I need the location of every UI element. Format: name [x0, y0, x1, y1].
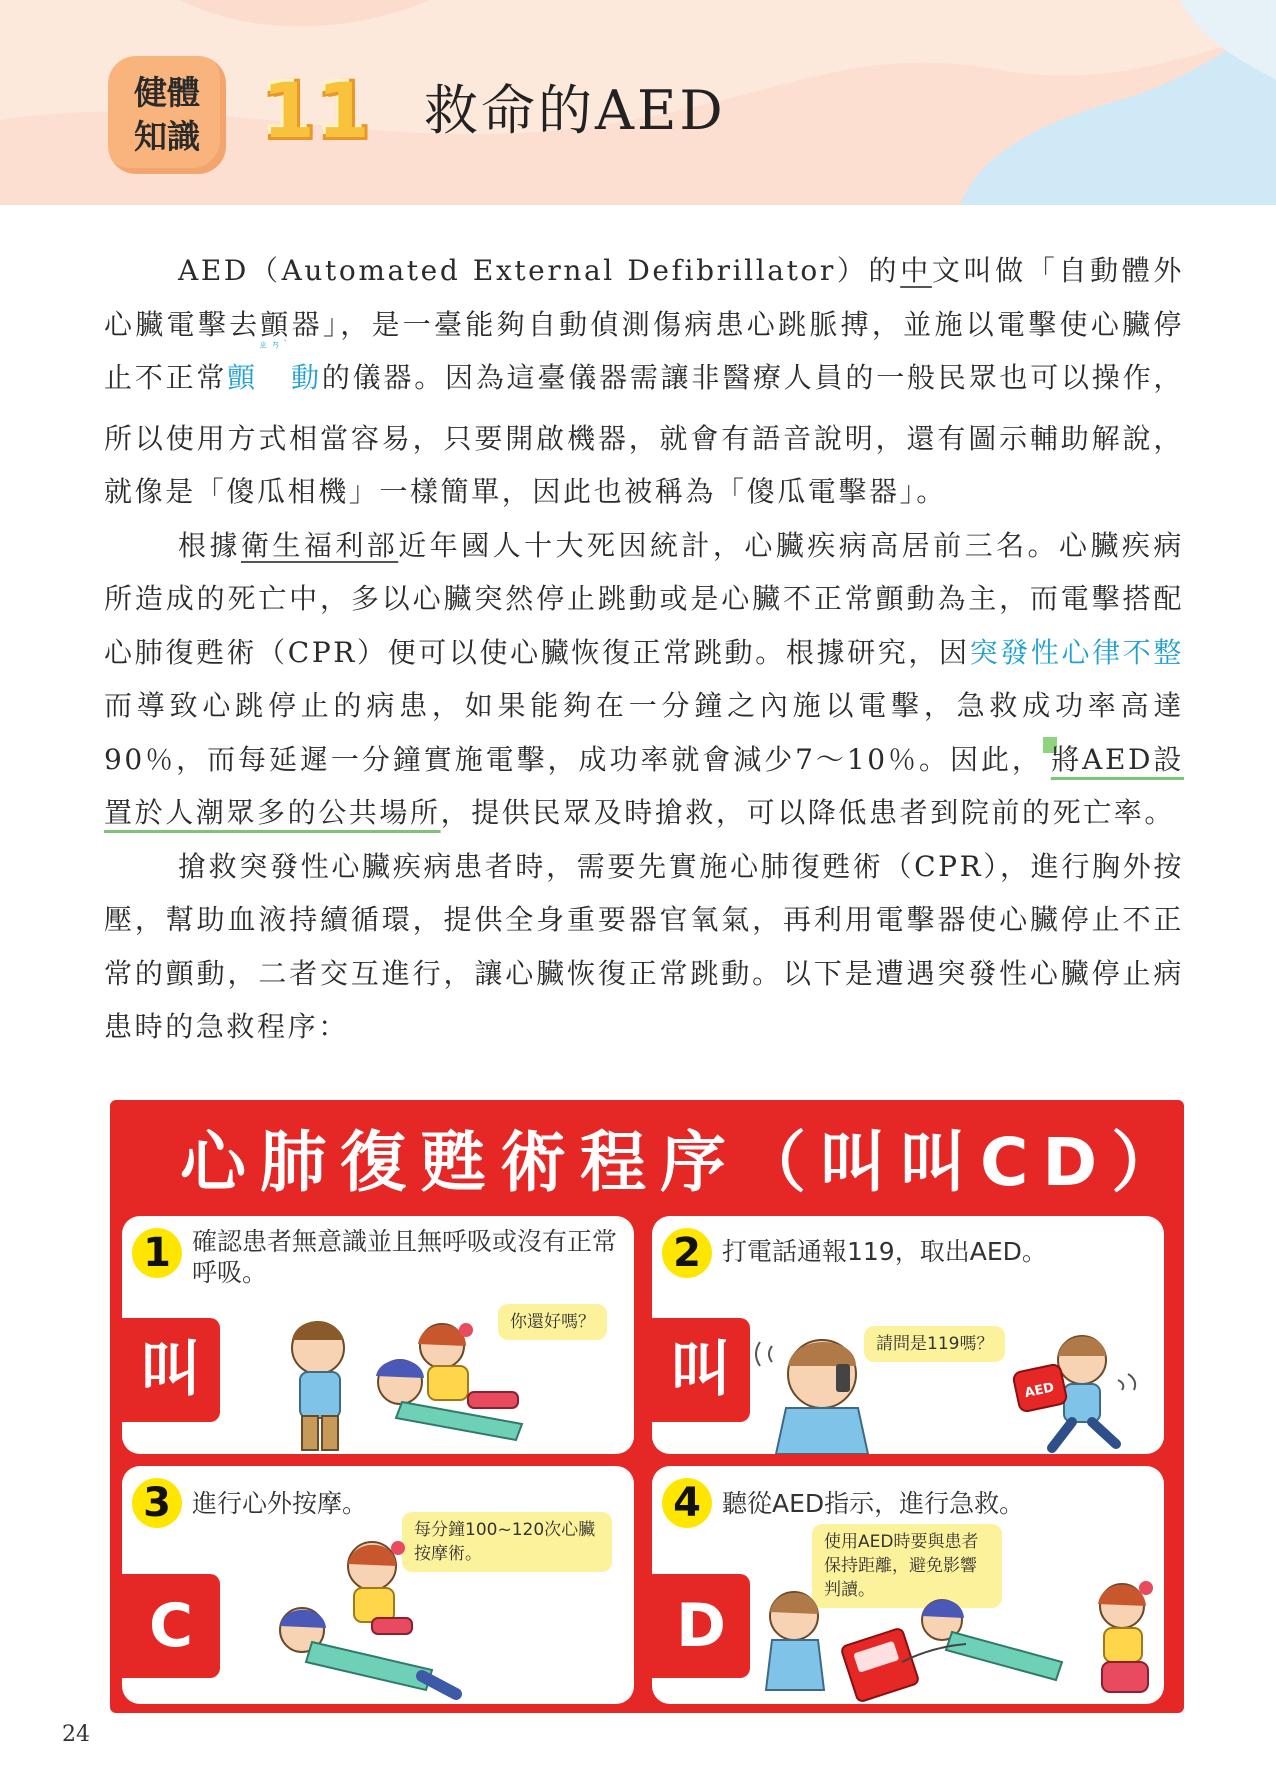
- speech-bubble: 你還好嗎？: [498, 1304, 607, 1340]
- cpr-step-card-3: [122, 1466, 634, 1704]
- speech-bubble: 每分鐘100~120次心臟按摩術。: [402, 1512, 612, 1572]
- topic-label-line2: 知識: [134, 117, 200, 156]
- speech-bubble: 使用AED時要與患者保持距離，避免影響判讀。: [812, 1524, 1002, 1608]
- article-body: [104, 244, 1184, 1054]
- p1-text-a: AED（Automated External Defibrillator）的: [178, 254, 901, 287]
- step-description: 聽從AED指示，進行急救。: [722, 1489, 1025, 1518]
- aed-use-illustration: [752, 1566, 1162, 1704]
- page-header: [0, 0, 1276, 205]
- p1-blue-term: [227, 340, 322, 394]
- call-119-illustration: [752, 1316, 1152, 1454]
- step-description: 確認患者無意識並且無呼吸或沒有正常呼吸。: [192, 1227, 618, 1287]
- page-number: 24: [62, 1722, 90, 1747]
- p2-underlined-term: 衛生福利部: [240, 528, 399, 562]
- p2-blue-term: 突發性心律不整: [969, 635, 1185, 669]
- check-consciousness-illustration: [272, 1306, 572, 1454]
- p2-text-c: 而導致心跳停止的病患，如果能夠在一分鐘之內施以電擊，急救成功率高達90％，而每延遲一分鐘實施電擊，成功率就會減少7～10％。因此，: [104, 689, 1184, 776]
- paragraph-2: [104, 519, 1184, 840]
- step-tag: D: [652, 1574, 750, 1678]
- p2-text-d: ，提供民眾及時搶救，可以降低患者到院前的死亡率。: [440, 796, 1176, 829]
- p2-text-b: 近年國人十大死因統計，心臟疾病高居前三名。心臟疾病所造成的死亡中，多以心臟突然停止跳動或是心臟不正常顫動為主，而電擊搭配心肺復甦術（CPR）便可以使心臟恢復正常跳動。根據研究，因: [104, 528, 1184, 669]
- p1-zhuyin: ㄓㄢˋ: [258, 340, 291, 351]
- paragraph-1: [104, 244, 1184, 519]
- step-tag: 叫: [122, 1318, 220, 1422]
- paragraph-3: 搶救突發性心臟疾病患者時，需要先實施心肺復甦術（CPR），進行胸外按壓，幫助血液持續循環，提供全身重要器官氧氣，再利用電擊器使心臟停止不正常的顫動，二者交互進行，讓心臟恢復正常跳動。以下是遭遇突發性心臟停止病患時的急救程序：: [104, 849, 1184, 1043]
- step-tag: C: [122, 1574, 220, 1678]
- p1-blue-char2: 動: [290, 361, 322, 394]
- step-description: 進行心外按摩。: [192, 1489, 368, 1518]
- topic-badge: [108, 56, 226, 174]
- aed-device-label: AED: [1023, 1380, 1056, 1402]
- step-number-badge: 4: [662, 1478, 712, 1528]
- p2-green-highlight: 將AED設置於人潮眾多的公共場所: [104, 742, 1184, 829]
- step-description: 打電話通報119，取出AED。: [722, 1237, 1047, 1266]
- p2-text-a: 根據: [178, 528, 241, 562]
- cpr-procedure-panel: [110, 1100, 1192, 1713]
- cpr-step-card-4: [652, 1466, 1164, 1704]
- step-tag: 叫: [652, 1318, 750, 1422]
- step-number-badge: 2: [662, 1228, 712, 1278]
- cpr-step-card-1: [122, 1216, 634, 1454]
- p1-text-c: 文叫做「自動體外心臟電擊去顫器」，是一臺能夠自動偵測傷病患心跳脈搏，並施以電擊使心臟停止不正常: [104, 254, 1184, 394]
- chest-compression-illustration: [272, 1526, 472, 1704]
- cpr-step-card-2: [652, 1216, 1164, 1454]
- page-title: 救命的AED: [424, 79, 726, 142]
- p1-text-d: 的儀器。因為這臺儀器需讓非醫療人員的一般民眾也可以操作，所以使用方式相當容易，只要開啟機器，就會有語音說明，還有圖示輔助解說，就像是「傻瓜相機」一樣簡單，因此也被稱為「傻瓜電擊器」。: [104, 361, 1184, 508]
- chapter-number: 11: [262, 66, 372, 155]
- step-number-badge: 1: [132, 1228, 182, 1278]
- p1-blue-char: 顫: [227, 361, 259, 394]
- speech-bubble: 請問是119嗎？: [864, 1326, 1005, 1362]
- p1-underlined-term: 中: [900, 254, 932, 287]
- cpr-title: 心肺復甦術程序（叫叫CD）: [180, 1124, 1192, 1201]
- step-number-badge: 3: [132, 1478, 182, 1528]
- topic-label-line1: 健體: [134, 73, 200, 112]
